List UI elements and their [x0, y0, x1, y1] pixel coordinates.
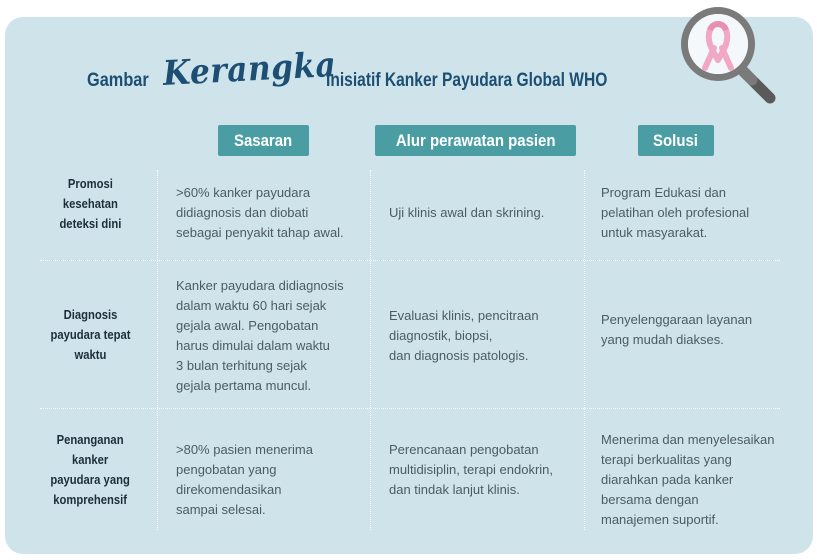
column-divider [370, 170, 371, 530]
title-script-word: Kerangka [161, 44, 338, 94]
cell-sasaran: Kanker payudara didiagnosis dalam waktu 60 hari sejak gejala awal. Pengobatan harus dimulai dalam waktu 3 bulan terhitung sejak gejala pertama muncul. [176, 278, 344, 393]
row-label-promosi: Promosi kesehatan deteksi dini [59, 177, 121, 231]
column-header-sasaran: Sasaran [218, 125, 309, 156]
column-header-solusi: Solusi [638, 125, 714, 156]
title-prefix: Gambar [87, 70, 149, 91]
column-header-alur: Alur perawatan pasien [375, 125, 576, 156]
cell-alur: Evaluasi klinis, pencitraan diagnostik, biopsi, dan diagnosis patologis. [389, 308, 539, 363]
column-divider [157, 170, 158, 530]
page-title [0, 44, 760, 102]
row-divider [40, 260, 780, 261]
row-label-diagnosis: Diagnosis payudara tepat waktu [49, 308, 131, 362]
title-suffix: Inisiatif Kanker Payudara Global WHO [326, 70, 608, 91]
cell-solusi: Menerima dan menyelesaikan terapi berkualitas yang diarahkan pada kanker bersama dengan manajemen suportif. [601, 432, 775, 527]
magnifier-pink-ribbon-icon [672, 2, 782, 108]
row-label-penanganan: Penanganan kanker payudara yang komprehensif [50, 433, 130, 507]
cell-sasaran: >60% kanker payudara didiagnosis dan diobati sebagai penyakit tahap awal. [176, 185, 344, 240]
cell-alur: Perencanaan pengobatan multidisiplin, terapi endokrin, dan tindak lanjut klinis. [389, 442, 554, 497]
row-divider [40, 408, 780, 409]
cell-sasaran: >80% pasien menerima pengobatan yang direkomendasikan sampai selesai. [176, 442, 313, 517]
cell-alur: Uji klinis awal dan skrining. [389, 205, 545, 220]
cell-solusi: Program Edukasi dan pelatihan oleh profesional untuk masyarakat. [601, 185, 750, 240]
cell-solusi: Penyelenggaraan layanan yang mudah diakses. [601, 312, 753, 347]
column-divider [584, 170, 585, 530]
